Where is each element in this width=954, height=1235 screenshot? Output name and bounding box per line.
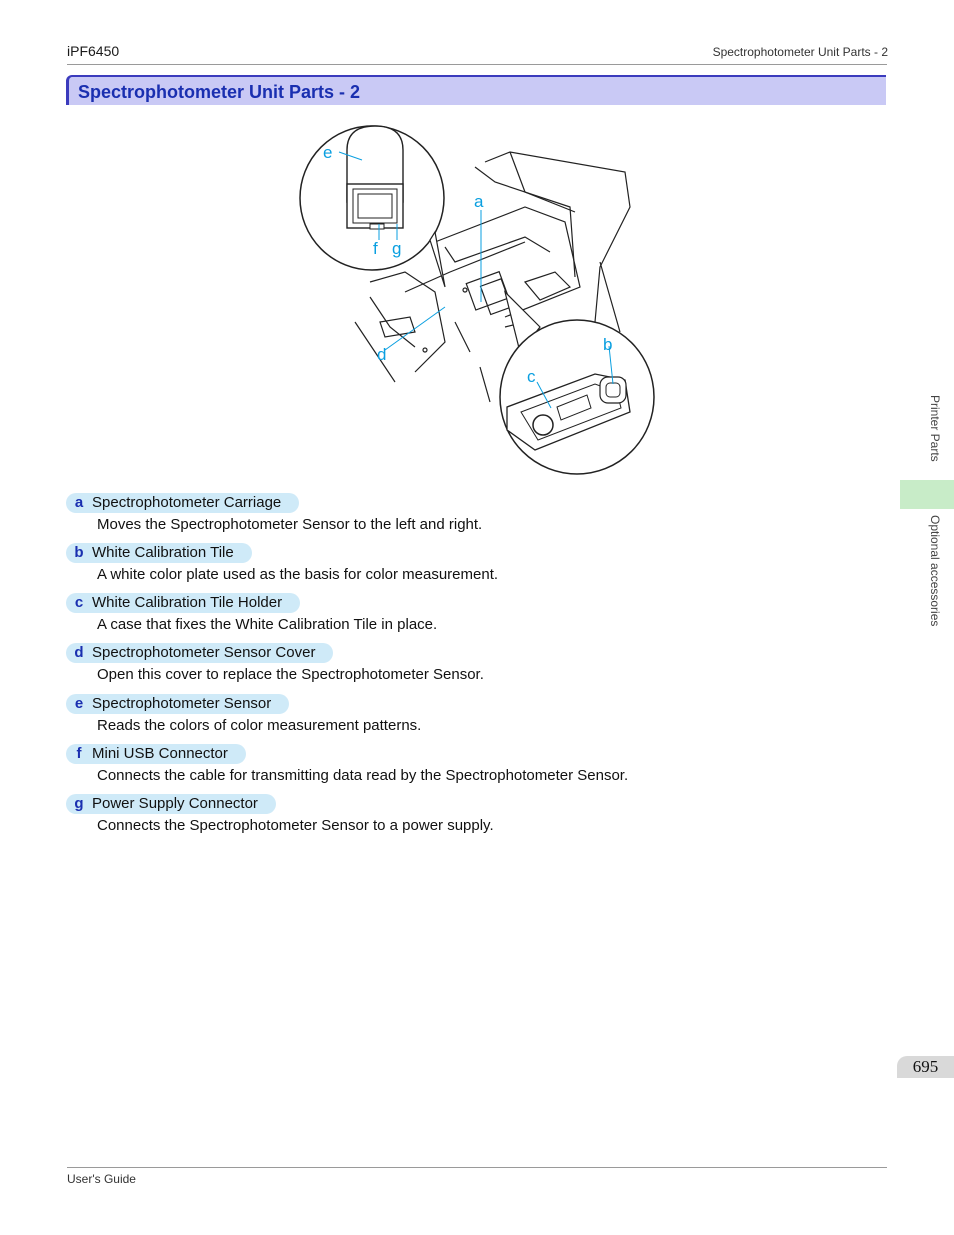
part-name: White Calibration Tile [92, 544, 234, 561]
part-name-pill [66, 744, 246, 764]
part-item-c [66, 593, 766, 635]
part-letter: d [74, 644, 84, 661]
part-letter: g [74, 795, 84, 812]
callout-b: b [603, 335, 613, 354]
side-tab-active-marker [900, 480, 954, 509]
header-divider [67, 64, 887, 65]
part-name: Mini USB Connector [92, 745, 228, 762]
part-letter: f [76, 745, 82, 762]
page-number: 695 [897, 1056, 954, 1078]
part-item-f [66, 744, 766, 786]
part-name: Spectrophotometer Sensor [92, 695, 272, 712]
part-item-g [66, 794, 766, 836]
part-name-pill [66, 543, 252, 563]
callout-g: g [392, 239, 402, 258]
part-name-pill [66, 493, 299, 513]
part-name: Power Supply Connector [92, 795, 258, 812]
side-tab-optional-accessories[interactable]: Optional accessories [928, 515, 942, 627]
sensor-zoom-detail [300, 126, 445, 287]
callout-d: d [377, 345, 387, 364]
callout-f: f [373, 239, 378, 258]
part-description: Open this cover to replace the Spectrophotometer Sensor. [97, 666, 484, 683]
part-item-d [66, 643, 766, 685]
part-name: Spectrophotometer Carriage [92, 494, 282, 511]
header-section-title: Spectrophotometer Unit Parts - 2 [712, 45, 888, 59]
part-name-pill [66, 794, 276, 814]
callout-a: a [474, 192, 484, 211]
part-description: Reads the colors of color measurement patterns. [97, 717, 422, 734]
part-letter: b [74, 544, 84, 561]
part-item-a [66, 493, 766, 535]
part-item-b [66, 543, 766, 585]
part-name-pill [66, 643, 333, 663]
part-description: Connects the cable for transmitting data read by the Spectrophotometer Sensor. [97, 767, 629, 784]
part-item-e [66, 694, 766, 736]
calibration-zoom-detail [500, 292, 654, 474]
footer-divider [67, 1167, 887, 1168]
spectrophotometer-illustration [295, 112, 660, 480]
callout-e: e [323, 143, 333, 162]
part-name: Spectrophotometer Sensor Cover [92, 644, 316, 661]
part-name: White Calibration Tile Holder [92, 594, 283, 611]
part-description: Connects the Spectrophotometer Sensor to a power supply. [97, 817, 494, 834]
part-description: A case that fixes the White Calibration Tile in place. [97, 616, 438, 633]
part-description: A white color plate used as the basis for color measurement. [97, 566, 499, 583]
callout-c: c [527, 367, 536, 386]
part-description: Moves the Spectrophotometer Sensor to the left and right. [97, 516, 483, 533]
side-tab-printer-parts[interactable]: Printer Parts [928, 395, 942, 462]
part-letter: a [74, 494, 84, 511]
part-letter: e [74, 695, 84, 712]
footer-guide-name: User's Guide [67, 1172, 136, 1186]
header-model: iPF6450 [67, 43, 120, 59]
part-letter: c [74, 594, 84, 611]
page-title-bar [66, 75, 886, 105]
part-name-pill [66, 593, 300, 613]
page-title: Spectrophotometer Unit Parts - 2 [78, 82, 361, 102]
part-name-pill [66, 694, 289, 714]
